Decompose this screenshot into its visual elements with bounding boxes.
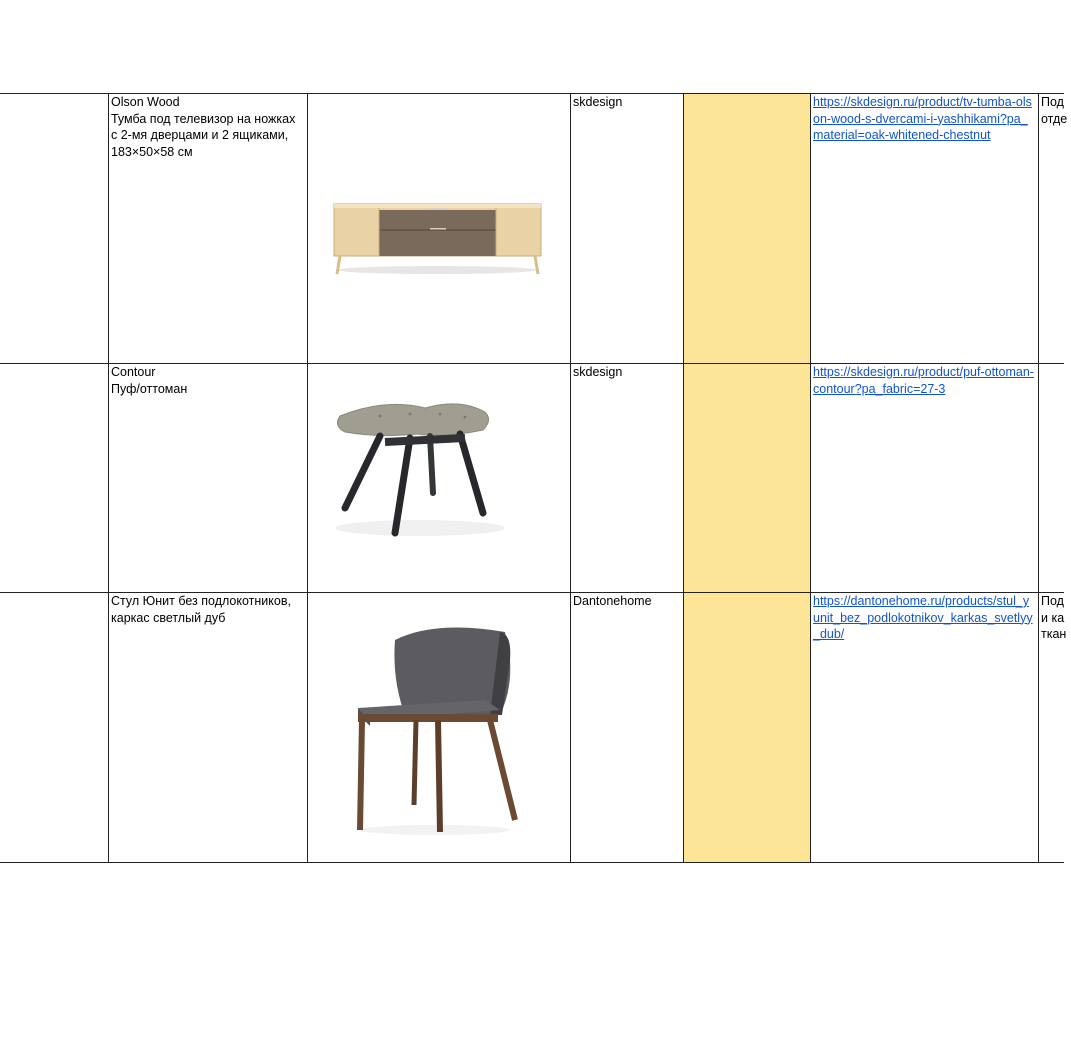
note-cell[interactable]: Под и ка ткан: [1041, 594, 1067, 641]
brand-cell[interactable]: skdesign: [573, 365, 623, 379]
brand-cell[interactable]: Dantonehome: [573, 594, 652, 608]
product-name-cell[interactable]: Olson Wood Тумба под телевизор на ножках с 2-мя дверцами и 2 ящиками, 183×50×58 см: [111, 95, 296, 159]
product-name-cell[interactable]: Стул Юнит без подлокотников, каркас светлый дуб: [111, 594, 291, 625]
grid-line: [810, 93, 811, 863]
grid-line: [570, 93, 571, 863]
product-link[interactable]: https://dantonehome.ru/products/stul_yunit_bez_podlokotnikov_karkas_svetlyy_dub/: [813, 594, 1033, 641]
product-name-cell[interactable]: Contour Пуф/оттоман: [111, 365, 188, 396]
grid-line: [0, 862, 1064, 863]
grid-line: [307, 93, 308, 863]
tv-stand-image: [330, 200, 545, 280]
note-cell[interactable]: Под отде: [1041, 95, 1068, 126]
ottoman-image: [325, 398, 505, 548]
grid-line: [1038, 93, 1039, 863]
product-link[interactable]: https://skdesign.ru/product/puf-ottoman-contour?pa_fabric=27-3: [813, 365, 1034, 396]
brand-cell[interactable]: skdesign: [573, 95, 623, 109]
grid-line: [683, 93, 684, 863]
product-link[interactable]: https://skdesign.ru/product/tv-tumba-olson-wood-s-dvercami-i-yashhikami?pa_material=oak-whitened-chestnut: [813, 95, 1032, 142]
highlighted-column: [684, 93, 810, 863]
chair-image: [350, 620, 520, 840]
grid-line: [108, 93, 109, 863]
